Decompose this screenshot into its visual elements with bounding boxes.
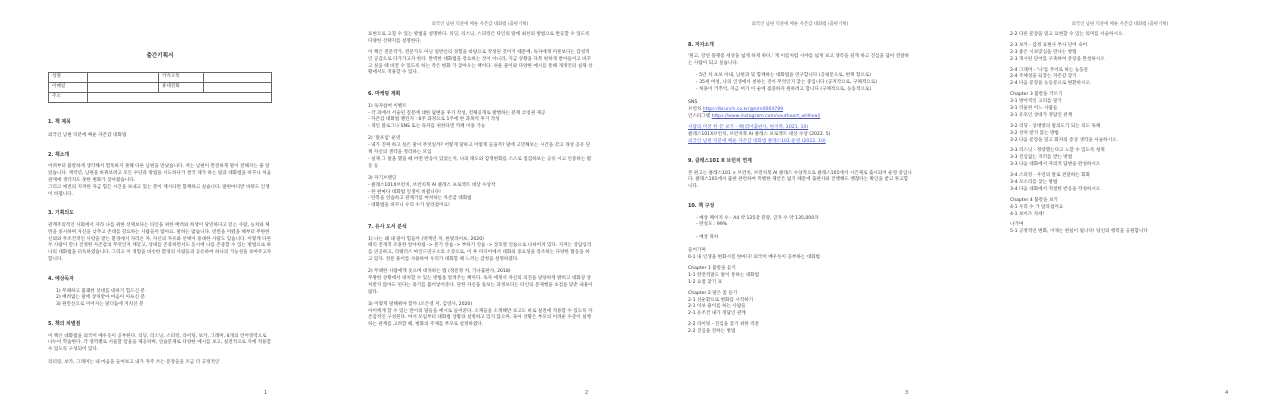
section-intent-heading: 3. 기획의도 [48,210,74,217]
toc-entry: 2-3 좋은 시보맞심을 만나는 방법 [1010,49,1077,55]
toc-entry: 3-3 진심없는 지러를 받는 방법 [1010,155,1073,161]
readers-list [48,289,272,310]
works-item: 클래스101X브런치, 브런치북 AI 클래스 프로젝트 대상 수상 (2022. 5) [688,132,831,138]
toc-entry: 2-2 라이팅 - 진심을 찾기 위한 작문 [688,322,760,328]
page-number: 4 [1225,390,1229,396]
section-book-title-heading: 1. 책 제목 [48,119,71,126]
toc-entry: 3-1 방어적인 고리를 말기 [1010,99,1062,105]
toc-entry: 2-2 진심을 전하는 방법 [688,329,736,335]
document-title: 출간기획서 [146,53,174,59]
intent-text: 관계주의적인 사회에서 자라 나를 위한 선택보다는 타인을 위한 배려와 희생이 당연하다고 믿는 사람, 능치와 체면을 중시하며 자신을 낮추고 존대를 강요하는 사람들이 많아요. 말하는 많습니다. 빈번을 어렸을 때부터 무한한 신뢰와 무조건적인 사랑을 받는 환경에서 자라온 자, 자신의 자유와 선택이 중대한 사람도 있습니다. 이렇게 다른 두 사람이 만나 진정한 자존감의 무엇인지 깨닫고, 상대를 존중하면서도 동시에 나를 존중할 수 있는 방법으로 하나의 대화법을 터득하였습니다. 그리고 이 경험을 비슷한 환경의 사람들과 공유하여 하나의 가능성을 보여주고자 합니다. [48,222,272,263]
marketing-subheading: 1) 독자참여 이벤트 [368,103,407,109]
toc-entry: 2-2 다른 문장을 읽고 표현할 수 있는 의미를 서술하시오. [1010,32,1124,37]
toc-entry: Chapter 3 불칼을 거르기 [1010,92,1063,98]
difference-text-2: 리터링, 보카, 그래머는 내 마음을 들여보고 내가 자주 쓰는 문장들을 조금 더 긍정적인 [48,360,220,366]
toc-entry: 3-2 상처 받지 않는 방법 [1010,130,1059,136]
section-readers-heading: 4. 예상독자 [48,276,74,283]
name-label: 성명 [49,73,88,83]
similar-book-3: 3) 어떻게 말해줘야 할까 (오은영 저, 김영사, 2020) 아이에게 할 수 있는 만이의 말들을 예시로 들어준다. 소재들을 소개해만 보고도 바로 실전에 적용할 수 있도록 자존감적인 구성된다. 여서 모임부터 대화법 상황과 설명하고 있지 않으며, 육아 상황은 부모의 어려운 수준이 실행하는 관계를 고려할 때, 변화의 주제를 부모로 설정하였다. [368,301,593,328]
sns-brunch-row [688,107,912,114]
toc-entry: 1-1 완전적말도 말이 통하는 대화법 [688,272,760,278]
email-label: 이메일 [49,83,88,93]
page-number: 1 [264,390,268,396]
section-similar-books-heading: 7. 유사 도서 분석 [368,224,407,231]
section-intro-heading: 2. 책소개 [48,151,70,158]
list-item: - 35세 여성, 나의 인생에서 친하는 것이 무엇인지 찾는 중입니다 (공저작으로, 구체적으로) [696,80,877,86]
toc-entry: 2-3 보카 - 감정 표현사 부사 단어 숙어 [1010,42,1088,48]
toc-entry: 2-4 그래머 - '나'를 주어로 하는 능동문 [1010,67,1089,73]
sns-heading: SNS [688,99,698,105]
toc-entry: 3-3 다음 대화에서 자의적 답변을 완성하시오 [1010,162,1101,168]
similar-book-2: 2) 무례한 사람에게 웃으며 대처하는 법 (정문정 저, 가나출판사, 2018) 무방한 상황에서 대처할 수 있는 방법을 알려주는 책이다. 독자 에게서 자신의 의견을 당당하게 밝히고 대화상 상처받지 않아도 된다는 용기를 불어넣어준다. 단한 자신을 돌보는 과정보다는 타인의 문제행을 초점을 맞춘 내용이 많다. [368,269,593,295]
running-header: 외국인 남편 덕분에 배운 자존감 대화법 (출판기획) [1071,22,1169,27]
section-difference-heading: 5. 책의 차별점 [48,321,81,328]
toc-heading: - 예상 목차 [696,235,719,241]
page-number: 3 [905,390,909,396]
list-item: - 실제 그 말을 했을 때 어떤 반응이 있었는지, 나의 태도와 감정변화를 스스로 점검하보는 공유 시고 인증하는 활동 등 [368,156,592,169]
list-item: 1) 무례하고 불쾌한 상대를 대하기 힘드신 분 [56,288,145,294]
toc-entry: Chapter 2 말은 좀 듣기 [688,290,738,296]
toc-entry: 5-1 긍정적인 변화, 이제는 현실이 됩니다! 당신의 행복을 응원합니다 [1010,229,1148,235]
list-item: - 5년 차 초보 아내, 남편과 및 함께하는 대화법을 연구합니다 (공평문으로, 현재 함으로) [696,73,872,79]
toc-entry: 3-3 리스닝 - 정량했는다고 노할 수 있도록 청취 [1010,148,1105,154]
toc-entry: 4-1 보이즈 자세! [1010,211,1045,217]
contact-table [48,72,272,103]
marketing-subheading: 2) '말포임' 운영 [368,136,401,142]
list-item: - 대화법을 바꾸니 우리 수가 달라졌어요! [368,203,450,209]
toc-entry: 3-4 다음 대화에서 적절한 반응을 작성하시오. [1010,186,1102,192]
book-title-text: 외국인 남편 덕분에 배운 자존감 대화법 [48,132,127,138]
list-item: - 한 편마다 대화법 인생이 바뀝니다! [368,189,441,195]
section-structure-heading: 10. 책 구성 [688,203,715,210]
document-page-2 [320,0,640,414]
running-header: 외국인 남편 덕분에 배운 자존감 대화법 (출판기획) [751,22,849,27]
class101-text: 본 원고는 클래스101 × 브런치, 브런치북 AI 클래스 수상작으로 클래스101에서 시즌제로 출시되어 운영 중입니다. 클래스101에서 출판 관련하여 특별한 제안은 없기 때문에 출판사와 진행해도 괜찮다는 확인을 받고 투고합니다. [688,170,912,190]
works-link[interactable]: 서랍의 미궁 한 끝 보기 - 책(엮어출판사, 한지박, 2021. 10) [688,125,809,131]
toc-entry: 3-4 모소리를 찾는 방법 [1010,180,1058,186]
toc-entry: 3-4 스피킹 - 우연의 말로 전달하는 회화 [1010,173,1091,179]
intro-paragraph-2: 이 책은 전문작가, 전문가도 아닌 일반인의 경험을 바탕으로 작성된 것이기 때문에, 독자에게 미론보다는 감성적인 공감으로 다가가고자 한다. 완벽한 대화법을 강요하는 것이 아니라, 지금 상황을 다복 편하게 받아들이고 바꾸고 싶을 때 바꿀 수 있도록 하는 작은 변화 가 찾아오는 책이다. 쉬운 물이와 다양한 예시를 통해 개개인의 실제 상황에서도 적용할 수 있다. [368,49,593,76]
toc-entry: 들어가며 [688,248,706,254]
list-item: 2) 배려없는 말에 상처받아 마음이 아프신 분 [56,295,145,301]
toc-entry: 2-1 이보 줄이를 하는 사람들 [688,304,746,310]
works-link[interactable]: 외국인 남편 덕분에 배운 자존감 대화법 클래스101 운영 (2022. 10) [688,139,826,145]
toc-entry: 3-2 다음 문장을 읽고 화자의 증상 생각을 서술하시오. [1010,137,1118,143]
toc-entry: 2-1 선순환으로 변화를 시작하기 [688,297,754,303]
toc-entry: 4-1 우리 수 가 달라졌어요 [1010,204,1064,210]
works-item [688,139,912,146]
instagram-link[interactable]: https://www.instagram.com/voutheart_willheal/ [711,113,821,119]
toc-entry: 2-4 다음 문장을 능동문으로 변환하시오. [1010,81,1092,87]
toc-entry: 3-2 리딩 - 상대방의 말의도가 되는 의도 독해 [1010,123,1101,129]
list-item: - 각 과에서 서술된 질문에 대한 답변을 후기 작성, 전체공개로 발행하는 분께 코칭권 제공 [368,110,546,116]
similar-book-1: 1) 나는 왜 내 말이 힘들까 (박재연 저, 한빛라이프, 2020) 때리 전개적 조용한 알아차림 -> 분기 연습 -> 부하기 연습 -> 상호병 연습으로 나뉘어져 있다. 지저는 상담심리를 연공하고, 리퀘러스 마인드연구소의 소장으로, 이 후 미디어에서 대화의 중요성을 강조하는 다양한 활동을 하고 있다. 전문 용어를 사용하여 우리가 대화할 때 느끼는 감정을 설명하였다. [368,236,592,263]
running-header: 외국인 남편 덕분에 배운 자존감 대화법 (출판기획) [431,22,529,27]
sns-brunch-label: 브런치 [688,106,702,112]
phone-label: 휴대전화 [159,83,204,93]
toc-entry: Chapter 4 불칼을 보기 [1010,197,1058,203]
page-number: 2 [585,390,589,396]
toc-entry: 2-1 유조건 내가 정답인 관계 [688,311,746,317]
section-author-heading: 8. 저자소개 [688,42,714,48]
list-item: - 완성도 : 99% [696,222,728,228]
toc-entry: 2-3 개시된 단어를 구축하여 문장을 완성하시오 [1010,56,1105,62]
document-page-3 [640,0,960,414]
marketing-subheading: 3) 자기브랜딩 [368,175,397,181]
toc-entry: 2-4 주체성을 되찾는 자존감 찾기 [1010,74,1077,80]
list-item: - 탄복을 연습하고 관계기를 마쳐하는 자존감 대화법 [368,196,472,202]
list-item: - 내가 진짜 하고 싶은 말이 무엇일까? 어떻게 말하고 어떻게 들을까? 말에 고민해보는 시간을 갖고 개성 공유 단계 자신의 생각을 정리하는 모임 [368,143,591,156]
table-of-contents [1010,32,1232,236]
toc-entry: 1-2 요점 찾기 표 [688,279,723,285]
list-item: - 허용이 거추억, 지금 여기 이 순에 집중하지 원하려고 합니다 (구체적으로, 능동적으로) [696,86,872,92]
brunch-link[interactable]: https://brunch.co.kr/@kim0064789 [702,106,784,112]
table-of-contents [688,248,912,336]
list-item: - 자존감 대화법 챌린지 : 6주 과정으로 1주에 한 과목씩 후기 작성 [368,117,500,123]
section-marketing-heading: 6. 마케팅 계획 [368,91,401,98]
toc-entry: 0-1 내 인생을 변화시킬 한마디! 외국어 배우듯이 공부하는 대화법 [688,255,820,261]
address-label: 주소 [49,93,88,103]
spec-list [688,216,912,230]
sns-instagram-row [688,114,912,121]
intro-text: 어려부터 불칼하게 생각해서 험뜻하지 못해 다른 남편을 만났습니다. 저는 남편이 완전하게 말이 전해지는 줄 알았습니다. 재작년, 남편을 바뀌보려고 모든 수단과 방법을 시도하다가 결국 제가 하는 말과 대화법을 바꾸니 처음 관계에 생각지도 못한 변화가 찾아왔습니다. 그리고 예전의 지저한 자금 힘든 시간을 보내고 있는 분이 계시다면 함께하고 싶습니다. 말한마디만 바뀌도 인생이 바뀝니다. [48,164,272,197]
document-page-1 [0,0,320,414]
section-class101-heading: 9. 클래스101 X 브런치 연계 [688,158,752,165]
difference-text: 이 책은 대화법을 외국어 배우듯이 공부한다. 리딩, 리스닝, 스피킹, 라이팅, 보카, 그래머, 6개의 언어영역으로 나누어 학습한다. 각 영역별로 서울할 맘을을 제공하며, 연습문제로 다양한 예시를 보고, 실전적으로 지에 적용할 수 있도록 구성되어 있다. [48,333,272,353]
sns-instagram-label: 인스타그램 [688,113,711,119]
list-item: - 예상 페이지 수 : A4 약 125장 분량, 글자 수 약 135,000자 [696,215,819,221]
list-item: 3) 원만신으로 이어지는 말더듬에 지치신 분 [56,302,144,308]
toc-entry: 3-1 유호인 상대가 정답인 관계 [1010,112,1073,118]
list-item: - 클래스101X브런치, 브런치북 AI 클래스 프로젝트 대상 수상작 [368,182,496,188]
list-item: - 개인 블로그나 SNS 또는 독자를 위한다면 카페 이용 가능 [368,124,486,130]
kakao-label: 카카오톡 [159,73,204,83]
toc-entry: 나가며 [1010,222,1024,228]
author-about: '원고, 강연 플랫폼 세상을 넓게 하게 하다.' 게 이름처럼 시야를 넓게 보고 생각을 깊게 하고 진심을 담아 전달하는 사람이 되고 싶습니다. [688,54,910,67]
toc-entry: Chapter 1 불칼을 듣기 [688,266,736,271]
document-page-4 [960,0,1280,414]
intro-continued: 표현으로 고칠 수 있는 방법을 설명한다. 리딩, 리스닝, 스피킹은 타인의 말에 최선의 방법으로 반응할 수 있도록 다양한 선택지를 설명한다. [368,32,590,44]
toc-entry: 3-1 억울한 어느 사람들 [1010,106,1058,112]
author-traits-list [688,73,912,94]
